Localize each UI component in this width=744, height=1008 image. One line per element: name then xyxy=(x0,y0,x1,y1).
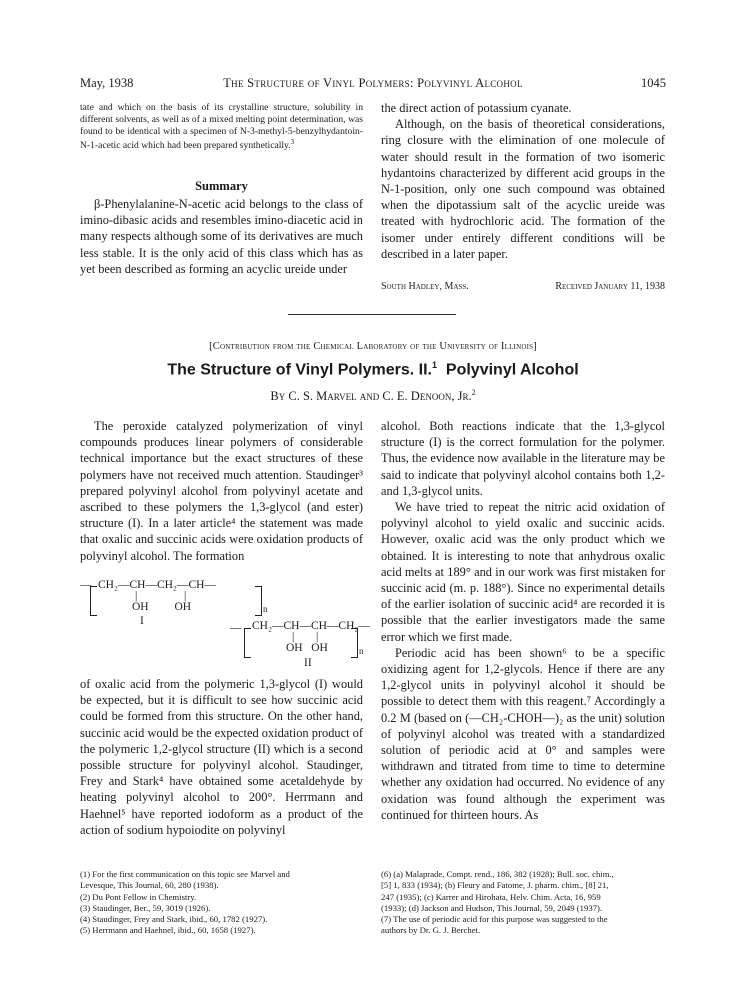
footnote-line: (7) The use of periodic acid for this purpose was suggested to the xyxy=(381,914,608,925)
right-col-para-1: alcohol. Both reactions indicate that the 1,3-glycol structure (I) is the correct formulation for the polymer. Thus, the evidence now available in the literature may be said to indicate that polyvinyl alcohol contains both 1,2- and 1,3-glycol units. xyxy=(381,419,665,498)
page-number: 1045 xyxy=(641,76,666,90)
right-para-1: the direct action of potassium cyanate. xyxy=(381,101,572,115)
prev-article-right xyxy=(381,100,665,262)
article-separator xyxy=(288,314,456,315)
running-header xyxy=(80,76,666,92)
footnote-line: (6) (a) Malaprade, Compt. rend., 186, 382 (1928); Bull. soc. chim., xyxy=(381,869,614,879)
article-title: The Structure of Vinyl Polymers. II.$^1$ Polyvinyl Alcohol xyxy=(167,360,579,379)
summary-text: β-Phenylalanine-N-acetic acid belongs to the class of imino-dibasic acids and resembles imino-diacetic acid in many respects although some of its derivatives are much less stable. It is the only acid of this class which has as yet been described as forming an acyclic ureide under xyxy=(80,197,363,276)
left-para-1: The peroxide catalyzed polymerization of vinyl compounds produces linear polymers of considerable technical importance but the exact structures of these polymers have not received much attention. Staudinger³ prepared polyvinyl alcohol from polyvinyl acetate and ascribed to these polymers the 1,3-glycol (and ester) structure (I). In a later article⁴ the statement was made that oxalic and succinic acids were oxidation products of polyvinyl alcohol. The formation xyxy=(80,419,363,563)
right-para-2: Although, on the basis of theoretical considerations, ring closure with the elimination of one molecule of water should result in the formation of two isomeric hydantoins characterized by different acid groups in the N-1-position, only one such compound was obtained when the dipotassium salt of the acyclic ureide was treated with hydrochloric acid. The formation of the isomer under entirely different conditions will be described in a later paper. xyxy=(381,117,665,261)
footnotes-right xyxy=(381,869,665,937)
contribution-line: [Contribution from the Chemical Laboratory of the University of Illinois] xyxy=(209,341,537,352)
footnotes-left xyxy=(80,869,363,937)
footnote-line: authors by Dr. G. J. Berchet. xyxy=(381,925,481,936)
bracket-right-I xyxy=(255,586,262,616)
footnote-line: [5] 1, 833 (1934); (b) Fleury and Fatome, J. pharm. chim., [8] 21, xyxy=(381,880,609,891)
footnote-line: 247 (1935); (c) Karrer and Hirohata, Helv. Chim. Acta, 16, 959 xyxy=(381,891,601,902)
footnote-line: (5) Herrmann and Haehnel, ibid., 60, 1658 (1927). xyxy=(80,925,256,936)
structure-diagrams: — CH₂—CH—CH₂—CH— | | OH OH n I — CH₂—CH—CH—CH₂— | | OH OH n II xyxy=(80,579,370,669)
header-title: The Structure of Vinyl Polymers: Polyvinyl Alcohol xyxy=(223,76,523,90)
left-para-2: of oxalic acid from the polymeric 1,3-glycol (I) would be expected, but it is difficult to see how succinic acid could be formed from this structure. On the other hand, succinic acid would be the expected oxidation product of the polymeric 1,2-glycol structure (II) which is a second possible structure for polyvinyl alcohol. Staudinger, Frey and Stark⁴ have obtained some acetaldehyde by heating polyvinyl alcohol to 200°. Herrmann and Haehnel⁵ have reported iodoform as a product of the action of sodium hypoiodite on polyvinyl xyxy=(80,677,363,837)
right-col-para-2: We have tried to repeat the nitric acid oxidation of polyvinyl alcohol to yield oxalic and succinic acids. However, oxalic acid was the only product which we obtained. It is interesting to note that anhydrous oxalic acid melts at 189° and in our work was first mistaken for succinic acid (m. p. 188°). Since no experimental details of the earlier isolation of succinic acid⁴ are recorded it is possible that the earlier investigators made the same error which we first made. xyxy=(381,500,665,644)
summary-heading: Summary xyxy=(195,179,248,193)
footnote-line: (1) For the first communication on this topic see Marvel and xyxy=(80,869,290,879)
structure-II-label: II xyxy=(304,657,312,669)
prev-article-intro: tate and which on the basis of its crystalline structure, solubility in different solvents, as well as of a mixed melting point determination, was found to be identical with a specimen of N-3-methyl-5-benzylhydantoin-N-1-acetic acid which had been prepared synthetically.$^3$ xyxy=(80,102,363,152)
right-column xyxy=(381,418,665,823)
location: South Hadley, Mass. xyxy=(381,281,469,292)
author-1: C. S. Marvel xyxy=(288,389,357,404)
header-date: May, 1938 xyxy=(80,76,134,90)
structure-I-oh: OH OH xyxy=(132,601,192,613)
right-col-para-3: Periodic acid has been shown⁶ to be a specific oxidizing agent for 1,2-glycols. Hence if there are any 1,2-glycol units in polyvinyl alcohol it should be possible to detect them with this reagent.⁷ Accordingly a 0.2 M (based on (—CH₂-CHOH—)₂ as the unit) solution of polyvinyl alcohol was treated with a standardized solution of periodic acid at 0° and samples were withdrawn and titrated from time to time to determine whether any oxidation had occurred. No evidence of any oxidation was found although the experiment was continued for thirteen hours. As xyxy=(381,645,665,822)
structure-I-chain: CH₂—CH—CH₂—CH— xyxy=(98,579,216,591)
bracket-right-II xyxy=(351,628,358,658)
bracket-left-II xyxy=(244,628,251,658)
byline: By C. S. Marvel and C. E. Denoon, Jr.$^2$ xyxy=(270,388,476,404)
structure-I-label: I xyxy=(140,615,144,627)
footnote-line: (1933); (d) Jackson and Hudson, This Journal, 59, 2049 (1937). xyxy=(381,902,603,913)
footnote-line: Levesque, This Journal, 60, 280 (1938). xyxy=(80,880,219,891)
footnote-line: (4) Staudinger, Frey and Stark, ibid., 60, 1782 (1927). xyxy=(80,914,268,925)
received-date: Received January 11, 1938 xyxy=(555,281,665,292)
footnote-line: (2) Du Pont Fellow in Chemistry. xyxy=(80,891,197,902)
footnote-line: (3) Staudinger, Ber., 59, 3019 (1926). xyxy=(80,902,211,913)
author-2: C. E. Denoon, Jr. xyxy=(382,389,472,404)
structure-II-oh: OH OH xyxy=(286,642,328,654)
structure-II-chain: CH₂—CH—CH—CH₂— xyxy=(252,620,370,632)
